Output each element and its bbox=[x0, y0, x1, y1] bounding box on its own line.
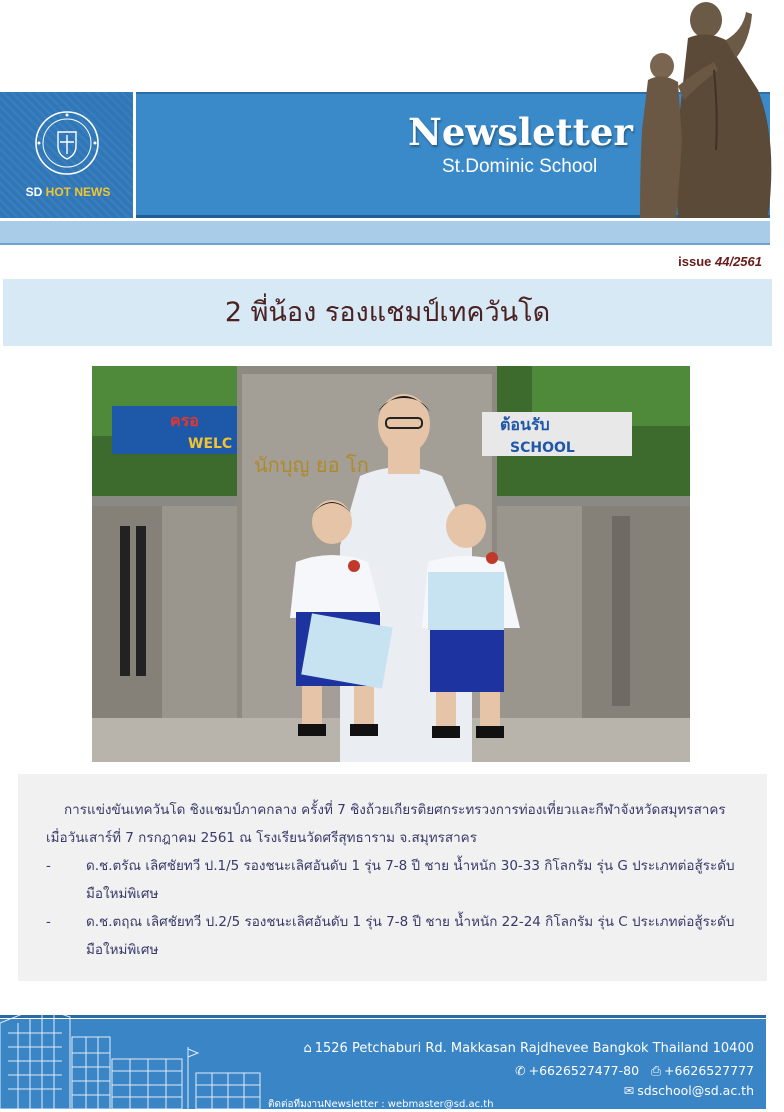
footer-phone: ✆ +6626527477-80 ⎙ +6626527777 bbox=[515, 1063, 754, 1078]
article-body bbox=[18, 774, 767, 981]
bullet-mark: - bbox=[46, 858, 51, 874]
footer-address: ⌂ 1526 Petchaburi Rd. Makkasan Rajdhevee Bangkok Thailand 10400 bbox=[303, 1041, 754, 1056]
footer-contact: ติดต่อทีมงานNewsletter : webmaster@sd.ac.th bbox=[268, 1099, 494, 1110]
footer-email: ✉ sdschool@sd.ac.th bbox=[623, 1083, 754, 1098]
fax-icon: ⎙ bbox=[650, 1063, 661, 1078]
saint-statue-image bbox=[618, 0, 784, 218]
photo-sign-right: ต้อนรับ bbox=[500, 415, 550, 434]
list-item-text: ด.ช.ตฤณ เลิศชัยทวี ป.2/5 รองชนะเลิศอันดับ 1 รุ่น 7-8 ปี ชาย น้ำหนัก 22-24 กิโลกรัม รุ่น C ประเภทต่อสู้ระดับมือใหม่พิเศษ bbox=[86, 914, 735, 958]
phone-icon: ✆ bbox=[515, 1063, 526, 1078]
article-headline: 2 พี่น้อง รองแชมป์เทควันโด bbox=[224, 297, 551, 328]
issue-label: issue 44/2561 bbox=[678, 254, 762, 269]
hot-news-label: SD HOT NEWS bbox=[25, 185, 111, 199]
article-lead: การแข่งขันเทควันโด ชิงแชมป์ภาคกลาง ครั้งที่ 7 ชิงถ้วยเกียรติยศกระทรวงการท่องเที่ยวและกีฬาจังหวัดสมุทรสาคร เมื่อวันเสาร์ที่ 7 กรกฎาคม 2561 ณ โรงเรียนวัดศรีสุทธาราม จ.สมุทรสาคร bbox=[46, 802, 726, 846]
photo-sign-left: ครอ bbox=[170, 411, 199, 430]
photo-sign-right2: SCHOOL bbox=[510, 440, 575, 456]
bullet-mark: - bbox=[46, 914, 51, 930]
newsletter-title: Newsletter bbox=[408, 110, 633, 154]
school-name: St.Dominic School bbox=[442, 156, 598, 177]
mail-icon: ✉ bbox=[623, 1083, 635, 1098]
list-item-text: ด.ช.ตรัณ เลิศชัยทวี ป.1/5 รองชนะเลิศอันดับ 1 รุ่น 7-8 ปี ชาย น้ำหนัก 30-33 กิโลกรัม รุ่น G ประเภทต่อสู้ระดับมือใหม่พิเศษ bbox=[86, 858, 735, 902]
logo-box bbox=[0, 92, 136, 218]
photo-plaque-text: นักบุญ ยอ โก bbox=[254, 453, 369, 477]
school-seal-icon bbox=[34, 110, 100, 176]
header-strip bbox=[0, 221, 770, 245]
list-item bbox=[46, 908, 745, 964]
photo-sign-left2: WELC bbox=[188, 436, 233, 452]
list-item bbox=[46, 852, 745, 908]
headline-bar bbox=[3, 279, 772, 346]
school-buildings-illustration bbox=[0, 1003, 270, 1109]
home-icon: ⌂ bbox=[303, 1041, 312, 1056]
article-photo bbox=[92, 366, 690, 762]
